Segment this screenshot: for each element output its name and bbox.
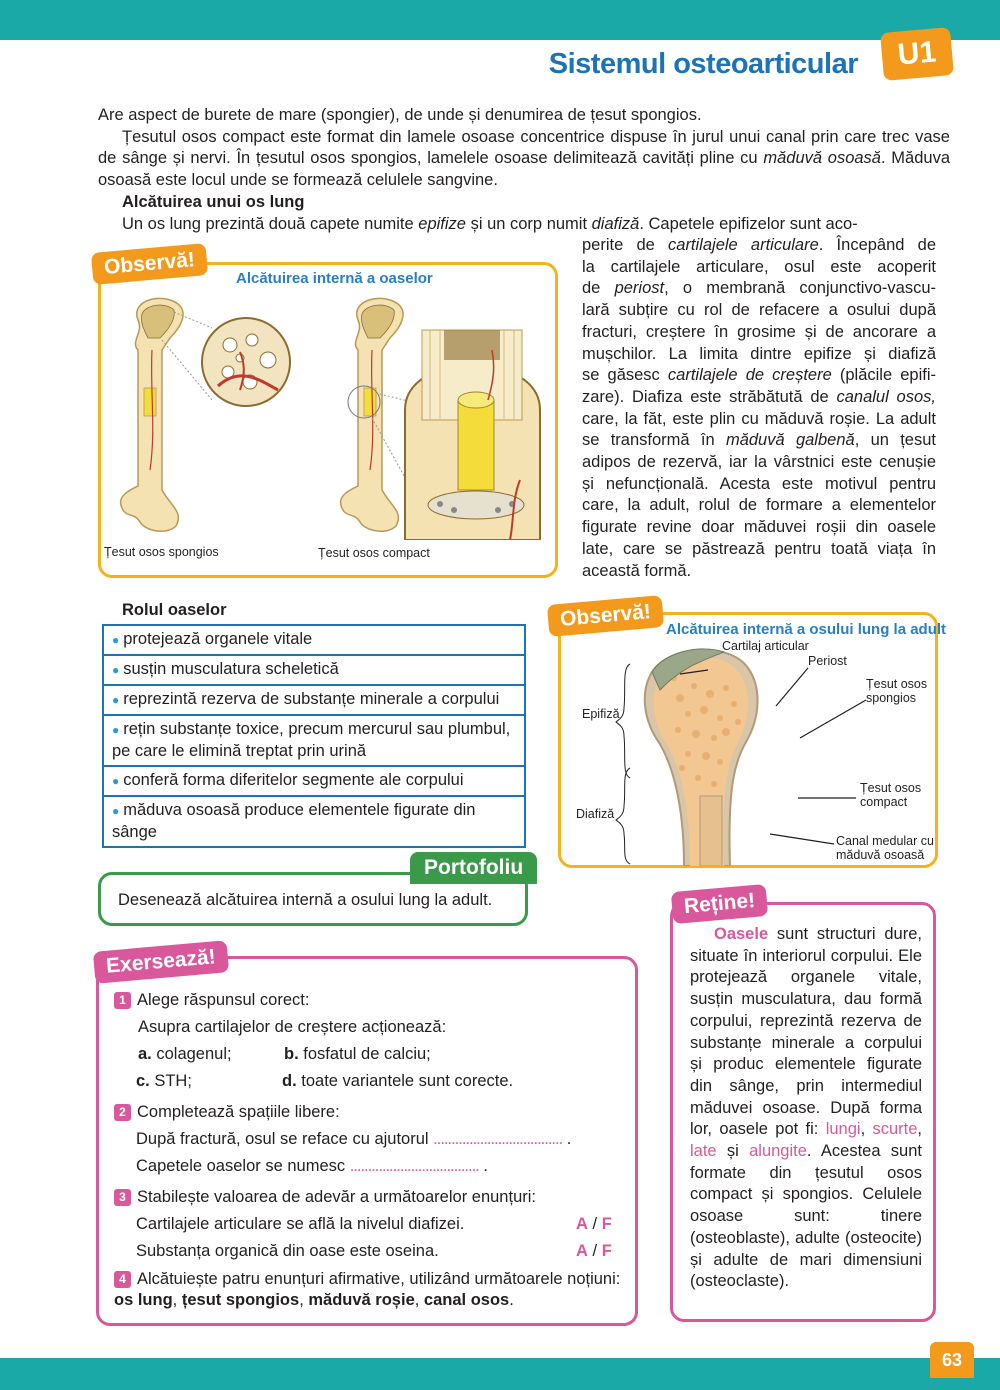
observa-tag: Observă! [91, 243, 208, 285]
description-line: mușchilor. La limita dintre epifize și diafiză [582, 344, 936, 363]
blank-1[interactable]: .................................... [433, 1130, 563, 1148]
option-c[interactable]: c. STH; [136, 1072, 192, 1090]
page-number: 63 [930, 1342, 974, 1378]
chapter-title: Sistemul osteoarticular [548, 48, 858, 80]
description-line: se găsesc cartilajele de creștere (plăcile epifi- [582, 366, 936, 385]
long-bone-heading: Alcătuirea unui os lung [122, 192, 305, 211]
bullet-icon: ● [112, 774, 120, 788]
long-bone-first-line: Un os lung prezintă două capete numite epifize și un corp numit diafiză. Capetele epifizelor sunt aco- [122, 214, 858, 233]
exercise-2: 2 Completează spațiile libere: [114, 1099, 624, 1126]
spongy-magnified-circle [202, 318, 290, 406]
role-item: ● reprezintă rezerva de substanțe minerale a corpului [104, 686, 524, 716]
bullet-icon: ● [112, 633, 120, 647]
bone-illustration [100, 290, 556, 540]
description-line: figurate revine doar măduvei roșii din oasele [582, 518, 936, 537]
option-d[interactable]: d. toate variantele sunt corecte. [282, 1072, 514, 1090]
long-bone-description [582, 235, 936, 582]
label-spongios: Țesut osos spongios [866, 677, 928, 705]
exercise-2-line-2: Capetele oaselor se numesc .................................... . [136, 1157, 488, 1175]
exercise-4: 4 Alcătuiește patru enunțuri afirmative, utilizând următoarele noțiuni: os lung, țesut spongios, măduvă roșie, canal osos. [114, 1270, 621, 1309]
description-line: perite de cartilajele articulare. Începând de [582, 236, 936, 254]
description-line: lară subțire cu rol de refacere a osului după [582, 301, 936, 320]
role-item: ● protejează organele vitale [104, 626, 524, 656]
exercise-3: 3 Stabilește valoarea de adevăr a următoarelor enunțuri: [114, 1184, 624, 1211]
label-diafiza: Diafiză [576, 807, 615, 821]
description-line: la cartilajele articulare, osul este acoperit [582, 257, 936, 276]
option-b[interactable]: b. fosfatul de calciu; [284, 1045, 431, 1063]
role-item: ● susțin musculatura scheletică [104, 656, 524, 686]
bullet-icon: ● [112, 663, 120, 677]
caption-compact: Țesut osos compact [318, 546, 430, 560]
true-false-2[interactable]: A / F [576, 1242, 612, 1260]
unit-badge: U1 [880, 27, 954, 81]
description-line: și nefuncțională. Acesta este motivul pentru [582, 474, 936, 493]
long-bone-section [560, 638, 936, 866]
caption-spongy: Țesut osos spongios [104, 545, 219, 559]
label-cartilaj: Cartilaj articular [722, 639, 809, 653]
observa-tag-2: Observă! [547, 595, 664, 637]
roles-list [102, 624, 526, 848]
diagram-title-bones: Alcătuirea internă a oaselor [236, 270, 433, 287]
bottom-bar [0, 1358, 1000, 1390]
description-line: adipos de rezervă, iar la vârstnici este cenușie [582, 453, 936, 472]
label-epifiza: Epifiză [582, 707, 620, 721]
exercise-1-options-cd [114, 1068, 624, 1095]
role-item: ● rețin substanțe toxice, precum mercurul sau plumbul, pe care le elimină treptat prin urină [104, 716, 524, 767]
description-line: se transformă în măduvă galbenă, un țesut [582, 431, 936, 450]
exercises [114, 987, 624, 1311]
retine-tag: Reține! [671, 884, 769, 924]
exercise-1-options-ab [114, 1041, 624, 1068]
description-line: late, care se păstrează pentru toată viața în [582, 539, 936, 558]
exerseaza-tag: Exersează! [93, 940, 229, 984]
exercise-3-statement-2: Substanța organică din oase este oseina. A / F [114, 1238, 624, 1265]
roles-heading: Rolul oaselor [122, 601, 227, 619]
exercise-1: 1 Alege răspunsul corect: [114, 987, 624, 1014]
intro-paragraph: Țesutul osos compact este format din lamele osoase concentrice dispuse în jurul unui canal prin care trec vase de sânge și nervi. În țesutul osos spongios, lamelele osoase delimitează cavități pline cu măduvă osoasă. Măduva osoasă este locul unde se formează celulele sangvine. [98, 127, 950, 190]
diagram-title-long-bone: Alcătuirea internă a osului lung la adult [666, 621, 947, 638]
exercise-3-statement-1: Cartilajele articulare se află la nivelul diafizei. A / F [114, 1211, 624, 1238]
intro-line: Are aspect de burete de mare (spongier), de unde și denumirea de țesut spongios. [98, 106, 702, 124]
portofoliu-tag: Portofoliu [410, 852, 537, 884]
label-canal: Canal medular cu măduvă osoasă [836, 834, 934, 862]
intro-text [98, 105, 950, 235]
label-periost: Periost [808, 654, 847, 668]
spongy-bone-figure [121, 298, 212, 531]
label-compact: Țesut osos compact [860, 781, 922, 809]
description-line: care, la adult, rolul de formare a elementelor [582, 496, 936, 515]
retine-text: Oasele sunt structuri dure, situate în interiorul corpului. Ele protejează organele vitale, susțin musculatura, dau formă corpului, reprezintă rezerva de substanțe minerale a corpului și produc elementele figurate din sânge, prin intermediul măduvei osoase. După forma lor, oasele pot fi: lungi, scurte, late și alungite. Acestea sunt formate din țesutul osos compact și spongios. Celulele osoase sunt: tinere (osteoblaste), adulte (osteocite) și adulte de mari dimensiuni (osteoclaste). [690, 925, 922, 1291]
blank-2[interactable]: .................................... [349, 1157, 479, 1175]
description-line: zare). Diafiza este străbătută de canalul osos, [582, 387, 936, 406]
bullet-icon: ● [112, 693, 120, 707]
top-bar [0, 0, 1000, 40]
bullet-icon: ● [112, 804, 120, 818]
role-item: ● conferă forma diferitelor segmente ale corpului [104, 767, 524, 797]
compact-magnified-view [405, 330, 540, 540]
description-line: fracturi, creștere în grosime și de ancorare a [582, 322, 936, 341]
exercise-1-prompt: Asupra cartilajelor de creștere acționează: [138, 1018, 447, 1036]
true-false-1[interactable]: A / F [576, 1215, 612, 1233]
exercise-2-line-1: După fractură, osul se reface cu ajutorul .................................... . [136, 1130, 572, 1148]
portofoliu-text: Desenează alcătuirea internă a osului lung la adult. [118, 891, 493, 909]
description-line: care, la făt, este plin cu măduvă roșie. La adult [582, 409, 936, 428]
bullet-icon: ● [112, 723, 120, 737]
role-item: ● măduva osoasă produce elementele figurate din sânge [112, 801, 476, 841]
option-a[interactable]: a. colagenul; [138, 1045, 232, 1063]
description-line: de periost, o membrană conjunctivo-vascu- [582, 279, 936, 298]
description-line: această formă. [582, 561, 692, 580]
